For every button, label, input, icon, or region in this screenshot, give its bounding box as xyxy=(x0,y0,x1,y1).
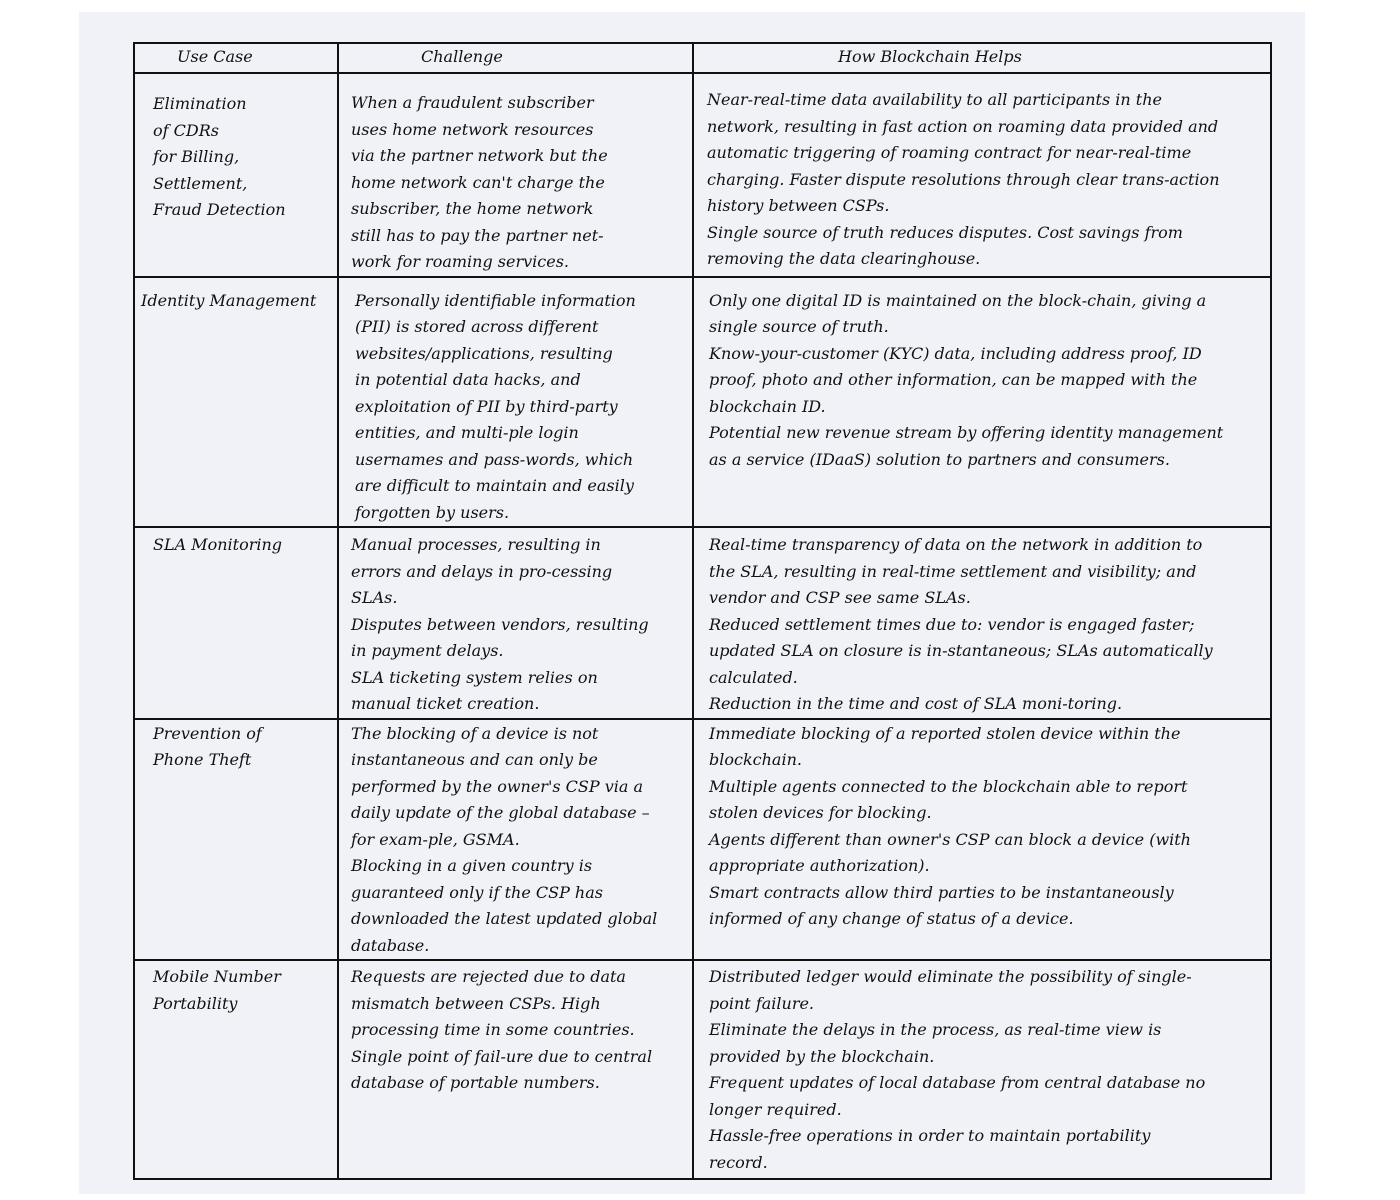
how-line: provided by the blockchain. xyxy=(709,1046,935,1066)
how-line: Eliminate the delays in the process, as real-time view is xyxy=(709,1020,1162,1039)
how-line: stolen devices for blocking. xyxy=(709,803,932,822)
how-line: single source of truth. xyxy=(709,317,889,336)
how-cell xyxy=(693,277,1271,528)
how-line: Reduction in the time and cost of SLA moni-toring. xyxy=(709,694,1123,713)
how-line: Smart contracts allow third parties to be instantaneously xyxy=(709,882,1174,902)
use-case-line: Elimination xyxy=(153,94,247,113)
use-case-line: Phone Theft xyxy=(153,750,252,769)
challenge-line: When a fraudulent subscriber xyxy=(351,93,594,112)
table-row xyxy=(134,73,1271,277)
how-line: point failure. xyxy=(709,993,815,1013)
challenge-cell xyxy=(338,277,693,528)
how-line: Hassle-free operations in order to maintain portability xyxy=(709,1126,1151,1145)
use-case-cell xyxy=(134,719,338,961)
how-line: proof, photo and other information, can be mapped with the xyxy=(709,370,1198,389)
how-line: calculated. xyxy=(709,667,798,687)
table-row xyxy=(134,277,1271,528)
how-line: Reduced settlement times due to: vendor is engaged faster; xyxy=(709,614,1195,634)
how-line: informed of any change of status of a device. xyxy=(709,909,1074,928)
challenge-line: in potential data hacks, and xyxy=(355,370,581,389)
how-line: Real-time transparency of data on the network in addition to xyxy=(709,535,1203,554)
how-line: charging. Faster dispute resolutions through clear trans-action xyxy=(707,169,1220,189)
challenge-line: database. xyxy=(351,935,430,955)
challenge-line: are difficult to maintain and easily xyxy=(355,476,634,495)
how-line: as a service (IDaaS) solution to partners and consumers. xyxy=(709,449,1170,469)
how-line: Immediate blocking of a reported stolen device within the xyxy=(709,723,1181,743)
challenge-line: still has to pay the partner net- xyxy=(351,225,604,245)
challenge-line: mismatch between CSPs. High xyxy=(351,993,601,1013)
how-cell xyxy=(693,527,1271,719)
challenge-cell xyxy=(338,719,693,961)
use-case-cell xyxy=(134,960,338,1179)
how-line: network, resulting in fast action on roaming data provided and xyxy=(707,116,1219,136)
table-header-row xyxy=(134,43,1271,73)
challenge-line: processing time in some countries. xyxy=(351,1020,635,1039)
challenge-line: entities, and multi-ple login xyxy=(355,423,579,442)
challenge-line: database of portable numbers. xyxy=(351,1073,600,1092)
challenge-line: via the partner network but the xyxy=(351,146,608,165)
use-case-line: Identity Management xyxy=(141,290,317,310)
use-case-cell xyxy=(134,73,338,277)
how-line: removing the data clearinghouse. xyxy=(707,249,981,268)
challenge-line: Single point of fail-ure due to central xyxy=(351,1046,653,1066)
use-case-line: Portability xyxy=(153,993,238,1013)
use-case-line: Prevention of xyxy=(153,723,262,743)
how-line: Near-real-time data availability to all participants in the xyxy=(707,90,1162,109)
challenge-line: manual ticket creation. xyxy=(351,694,540,713)
challenge-line: Requests are rejected due to data xyxy=(351,967,626,986)
challenge-line: Blocking in a given country is xyxy=(351,856,593,875)
use-case-line: Settlement, xyxy=(153,173,248,193)
how-line: Only one digital ID is maintained on the block-chain, giving a xyxy=(709,290,1207,310)
table-row xyxy=(134,719,1271,961)
challenge-line: Disputes between vendors, resulting xyxy=(351,614,649,634)
how-line: Know-your-customer (KYC) data, including address proof, ID xyxy=(709,343,1202,363)
challenge-line: home network can't charge the xyxy=(351,172,605,192)
how-line: Single source of truth reduces disputes. Cost savings from xyxy=(707,222,1183,242)
use-case-table xyxy=(133,42,1272,1180)
challenge-line: daily update of the global database – xyxy=(351,803,650,822)
how-line: appropriate authorization). xyxy=(709,856,930,875)
use-case-line: SLA Monitoring xyxy=(153,535,283,554)
how-line: record. xyxy=(709,1152,768,1172)
challenge-line: in payment delays. xyxy=(351,641,504,660)
challenge-line: Manual processes, resulting in xyxy=(351,535,601,554)
challenge-line: SLA ticketing system relies on xyxy=(351,667,598,687)
challenge-line: for exam-ple, GSMA. xyxy=(351,829,520,849)
how-cell xyxy=(693,960,1271,1179)
challenge-line: downloaded the latest updated global xyxy=(351,909,658,928)
challenge-line: (PII) is stored across different xyxy=(355,317,599,336)
use-case-line: for Billing, xyxy=(153,147,240,166)
table-row xyxy=(134,960,1271,1179)
header-challenge: Challenge xyxy=(338,43,693,73)
how-cell xyxy=(693,73,1271,277)
use-case-line: Fraud Detection xyxy=(153,200,286,219)
how-line: the SLA, resulting in real-time settlement and visibility; and xyxy=(709,561,1197,581)
challenge-line: Personally identifiable information xyxy=(355,290,636,310)
challenge-line: websites/applications, resulting xyxy=(355,343,613,363)
use-case-line: of CDRs xyxy=(153,120,219,140)
challenge-line: uses home network resources xyxy=(351,119,594,139)
header-use-case: Use Case xyxy=(134,43,338,73)
challenge-cell xyxy=(338,960,693,1179)
challenge-line: work for roaming services. xyxy=(351,252,569,271)
how-line: Multiple agents connected to the blockchain able to report xyxy=(709,776,1188,796)
use-case-cell xyxy=(134,277,338,528)
challenge-cell xyxy=(338,527,693,719)
how-line: history between CSPs. xyxy=(707,196,890,215)
challenge-line: instantaneous and can only be xyxy=(351,750,598,769)
how-line: blockchain. xyxy=(709,750,802,769)
challenge-line: errors and delays in pro-cessing xyxy=(351,561,613,581)
header-how-blockchain-helps: How Blockchain Helps xyxy=(693,43,1271,73)
how-line: longer required. xyxy=(709,1099,842,1119)
challenge-line: exploitation of PII by third-party xyxy=(355,396,618,416)
how-line: automatic triggering of roaming contract for near-real-time xyxy=(707,143,1192,162)
how-line: Distributed ledger would eliminate the possibility of single- xyxy=(709,967,1192,986)
how-line: Potential new revenue stream by offering identity management xyxy=(709,423,1224,442)
how-line: blockchain ID. xyxy=(709,396,826,416)
use-case-cell xyxy=(134,527,338,719)
table-row xyxy=(134,527,1271,719)
how-line: Agents different than owner's CSP can block a device (with xyxy=(709,829,1191,849)
challenge-line: The blocking of a device is not xyxy=(351,723,599,743)
challenge-line: subscriber, the home network xyxy=(351,199,594,218)
challenge-line: forgotten by users. xyxy=(355,502,510,522)
how-line: updated SLA on closure is in-stantaneous; SLAs automatically xyxy=(709,641,1213,660)
challenge-line: usernames and pass-words, which xyxy=(355,449,634,469)
challenge-line: SLAs. xyxy=(351,588,398,607)
challenge-line: guaranteed only if the CSP has xyxy=(351,882,603,902)
challenge-cell xyxy=(338,73,693,277)
how-line: vendor and CSP see same SLAs. xyxy=(709,588,971,607)
challenge-line: performed by the owner's CSP via a xyxy=(351,776,644,796)
how-cell xyxy=(693,719,1271,961)
use-case-line: Mobile Number xyxy=(153,967,281,986)
how-line: Frequent updates of local database from central database no xyxy=(709,1073,1206,1092)
